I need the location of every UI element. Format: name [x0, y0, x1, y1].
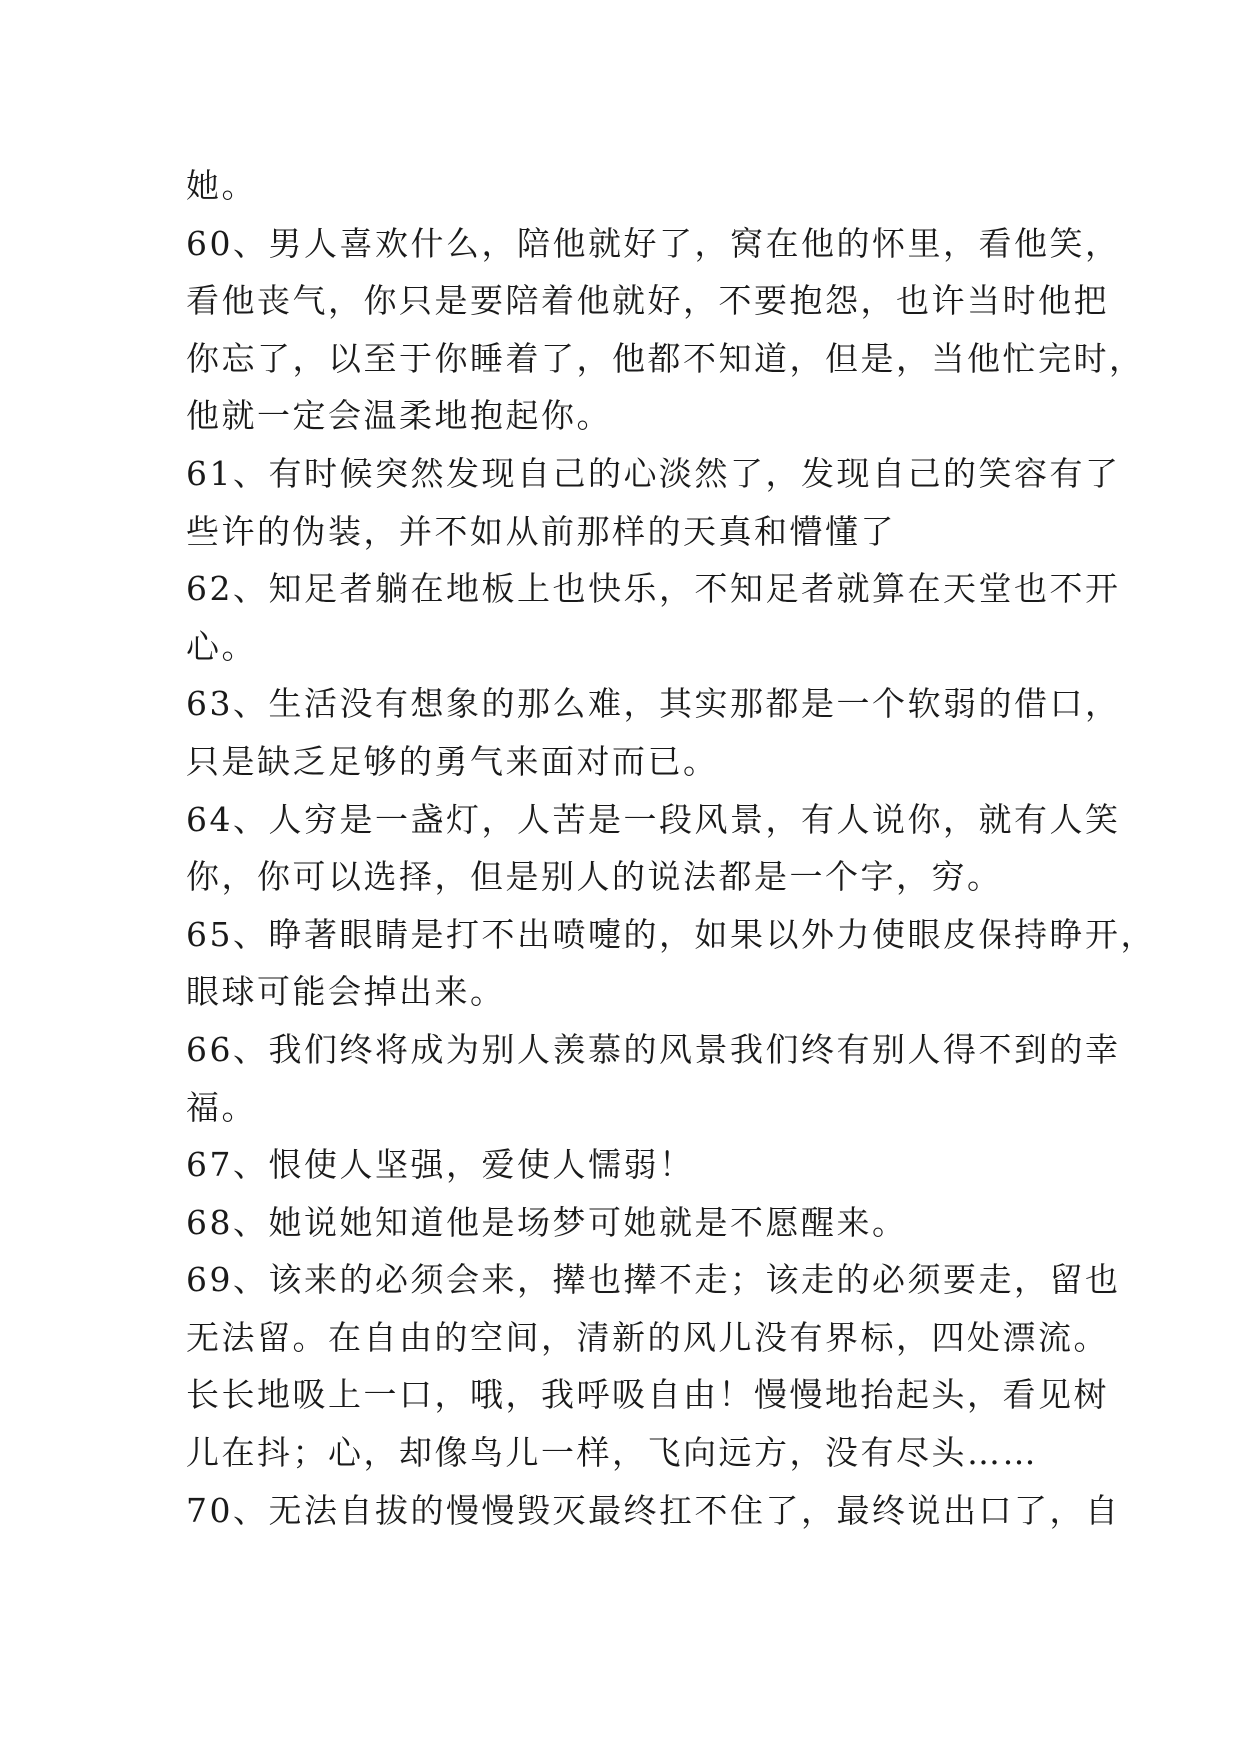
- text-line: 儿在抖；心，却像鸟儿一样，飞向远方，没有尽头……: [186, 1433, 1038, 1473]
- text-line: 63、生活没有想象的那么难，其实那都是一个软弱的借口，: [186, 684, 1121, 724]
- text-line: 你忘了，以至于你睡着了，他都不知道，但是，当他忙完时，: [186, 338, 1145, 378]
- text-line: 只是缺乏足够的勇气来面对而已。: [186, 741, 719, 781]
- document-body: [186, 157, 1156, 1539]
- text-line: 65、睁著眼睛是打不出喷嚏的，如果以外力使眼皮保持睁开，: [186, 914, 1156, 954]
- text-line: 无法留。在自由的空间，清新的风儿没有界标，四处漂流。: [186, 1317, 1109, 1357]
- text-line: 70、无法自拔的慢慢毁灭最终扛不住了，最终说出口了，自: [186, 1490, 1121, 1530]
- text-line: 62、知足者躺在地板上也快乐，不知足者就算在天堂也不开: [186, 569, 1121, 609]
- text-line: 看他丧气，你只是要陪着他就好，不要抱怨，也许当时他把: [186, 281, 1109, 321]
- text-line: 68、她说她知道他是场梦可她就是不愿醒来。: [186, 1202, 908, 1242]
- text-line: 69、该来的必须会来，撵也撵不走；该走的必须要走，留也: [186, 1260, 1121, 1300]
- text-line: 她。: [186, 166, 257, 205]
- text-line: 心。: [186, 626, 257, 666]
- text-line: 67、恨使人坚强，爱使人懦弱！: [186, 1145, 695, 1185]
- text-line: 60、男人喜欢什么，陪他就好了，窝在他的怀里，看他笑，: [186, 223, 1121, 263]
- text-line: 你，你可以选择，但是别人的说法都是一个字，穷。: [186, 857, 1003, 897]
- text-line: 他就一定会温柔地抱起你。: [186, 396, 612, 436]
- text-line: 些许的伪装，并不如从前那样的天真和懵懂了: [186, 511, 896, 551]
- text-line: 61、有时候突然发现自己的心淡然了，发现自己的笑容有了: [186, 453, 1121, 493]
- text-line: 眼球可能会掉出来。: [186, 972, 506, 1012]
- text-line: 福。: [186, 1087, 257, 1127]
- text-line: 66、我们终将成为别人羡慕的风景我们终有别人得不到的幸: [186, 1029, 1121, 1069]
- text-line: 长长地吸上一口，哦，我呼吸自由！慢慢地抬起头，看见树: [186, 1375, 1109, 1415]
- text-line: 64、人穷是一盏灯，人苦是一段风景，有人说你，就有人笑: [186, 799, 1121, 839]
